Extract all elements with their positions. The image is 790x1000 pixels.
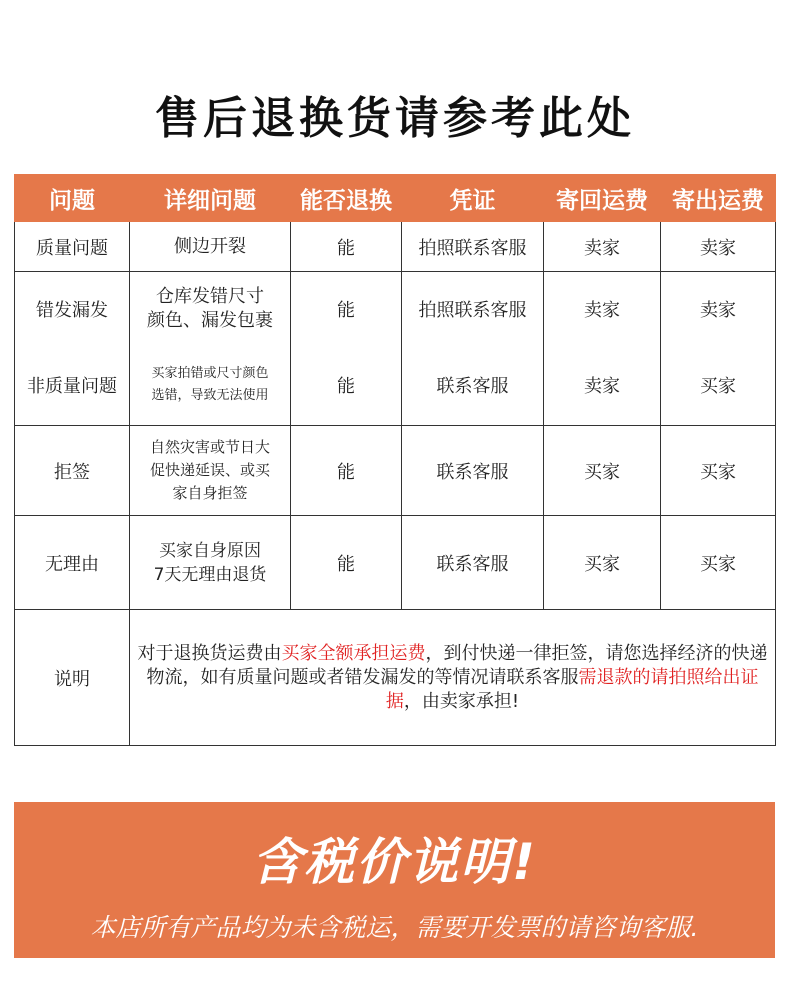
header-detail: 详细问题	[130, 175, 291, 222]
send-shipping-cell: 买家	[661, 426, 776, 516]
banner-title: 含税价说明!	[252, 833, 537, 891]
header-issue: 问题	[15, 175, 130, 222]
return-shipping-cell: 买家	[544, 426, 661, 516]
banner-text: 本店所有产品均为未含税运，需要开发票的请咨询客服.	[90, 913, 699, 942]
header-return-shipping: 寄回运费	[544, 175, 661, 222]
issue-cell: 非质量问题	[15, 346, 130, 426]
issue-cell: 无理由	[15, 516, 130, 610]
note-highlight-shipping: 买家全额承担运费	[281, 642, 426, 664]
proof-cell: 联系客服	[402, 426, 544, 516]
send-shipping-cell: 卖家	[661, 272, 776, 346]
note-highlight-evidence: 需退款的请拍照给出证据	[385, 666, 759, 712]
detail-cell: 买家自身原因 7天无理由退货	[130, 516, 291, 610]
header-returnable: 能否退换	[291, 175, 402, 222]
note-text	[130, 610, 776, 746]
send-shipping-cell: 卖家	[661, 222, 776, 272]
issue-cell: 质量问题	[15, 222, 130, 272]
return-shipping-cell: 买家	[544, 516, 661, 610]
return-shipping-cell: 卖家	[544, 272, 661, 346]
detail-cell: 买家拍错或尺寸颜色 选错，导致无法使用	[130, 346, 291, 426]
table-row	[15, 426, 776, 516]
returnable-cell: 能	[291, 516, 402, 610]
issue-cell: 拒签	[15, 426, 130, 516]
proof-cell: 拍照联系客服	[402, 222, 544, 272]
table-row	[15, 516, 776, 610]
detail-cell: 侧边开裂	[130, 222, 291, 272]
returnable-cell: 能	[291, 272, 402, 346]
returnable-cell: 能	[291, 346, 402, 426]
note-row	[15, 610, 776, 746]
proof-cell: 拍照联系客服	[402, 272, 544, 346]
table-row	[15, 272, 776, 346]
header-proof: 凭证	[402, 175, 544, 222]
note-text-part: ，到付快递一律拒签，请您选择经济的快递物流，如有质量问题或者错发漏发的等情况请联系客服	[146, 642, 768, 688]
issue-cell: 错发漏发	[15, 272, 130, 346]
returnable-cell: 能	[291, 426, 402, 516]
send-shipping-cell: 买家	[661, 346, 776, 426]
returnable-cell: 能	[291, 222, 402, 272]
proof-cell: 联系客服	[402, 346, 544, 426]
note-label: 说明	[15, 610, 130, 746]
table-header-row	[15, 175, 776, 222]
table-row	[15, 222, 776, 272]
detail-cell: 仓库发错尺寸 颜色、漏发包裹	[130, 272, 291, 346]
tax-banner	[14, 802, 775, 958]
return-shipping-cell: 卖家	[544, 346, 661, 426]
header-send-shipping: 寄出运费	[661, 175, 776, 222]
table-row	[15, 346, 776, 426]
return-shipping-cell: 卖家	[544, 222, 661, 272]
note-text-part: 对于退换货运费由	[137, 642, 282, 664]
detail-cell: 自然灾害或节日大 促快递延误、或买 家自身拒签	[130, 426, 291, 516]
note-text-part: ，由卖家承担!	[403, 690, 520, 712]
return-policy-table	[14, 174, 776, 746]
proof-cell: 联系客服	[402, 516, 544, 610]
page-title: 售后退换货请参考此处	[155, 93, 635, 144]
send-shipping-cell: 买家	[661, 516, 776, 610]
